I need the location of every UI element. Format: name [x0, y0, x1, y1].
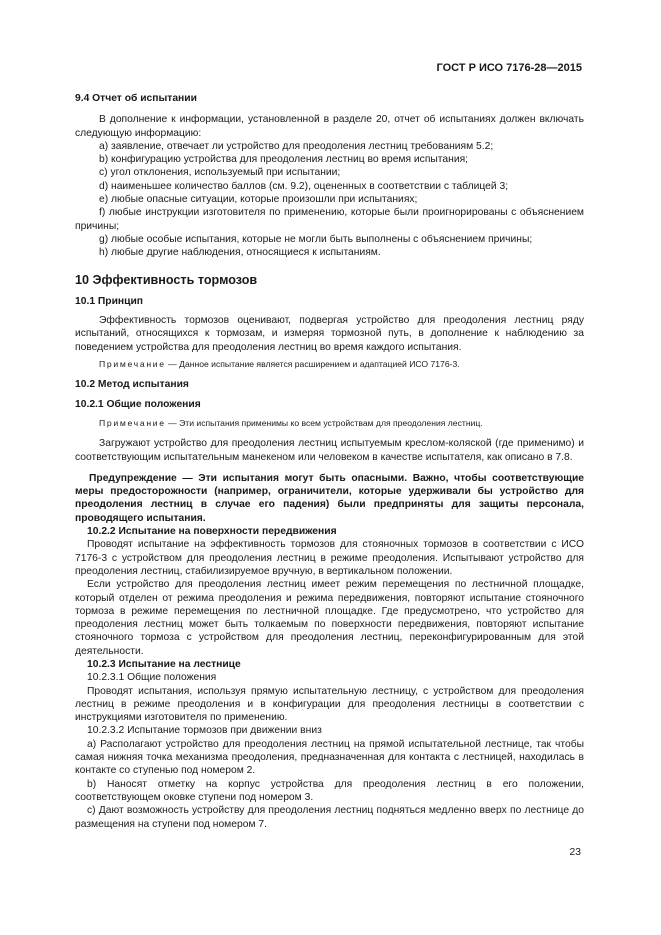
- list-item: a) заявление, отвечает ли устройство для преодоления лестниц требованиям 5.2;: [99, 140, 494, 152]
- list-item: g) любые особые испытания, которые не могли быть выполнены с объяснением причины;: [99, 233, 533, 245]
- note-10-2-1: [75, 417, 584, 430]
- page-content: [75, 92, 584, 831]
- note-label: Примечание: [99, 359, 166, 370]
- list-item: a) Располагают устройство для преодоления лестниц на прямой испытательной лестнице, так чтобы самая нижняя точка механизма преодоления, предназначенная для контакта с лестницей, находилась в контакте со ступенью под номером 2.: [75, 738, 584, 777]
- document-id-header: ГОСТ Р ИСО 7176-28—2015: [436, 62, 582, 74]
- note-label: Примечание: [99, 417, 166, 428]
- section-10-2-1-text: Загружают устройство для преодоления лестниц испытуемым креслом-коляской (где применимо) и соответствующим испытательным манекеном или человеком в качестве испытателя, как описано в 7.8.: [75, 438, 584, 463]
- list-item: h) любые другие наблюдения, относящиеся к испытаниям.: [99, 247, 381, 259]
- section-9-4-intro: В дополнение к информации, установленной в разделе 20, отчет об испытаниях должен включать следующую информацию:: [75, 114, 584, 139]
- list-item: c) Дают возможность устройству для преодоления лестниц подняться медленно вверх по лестнице до размещения на ступени под номером 7.: [75, 805, 584, 830]
- section-10-2-1-heading: 10.2.1 Общие положения: [75, 398, 201, 410]
- list-item: f) любые инструкции изготовителя по применению, которые были проигнорированы с объяснением причины;: [75, 207, 584, 232]
- list-item: b) конфигурацию устройства для преодоления лестниц во время испытания;: [99, 154, 469, 166]
- section-10-2-2-heading: 10.2.2 Испытание на поверхности передвижения: [87, 526, 337, 538]
- section-10-2-3-1-text: Проводят испытания, используя прямую испытательную лестницу, с устройством для преодоления лестниц в режиме преодоления и в конфигурации для преодоления лестницы в соответствии с инструкциями изготовителя по применению.: [75, 685, 584, 724]
- note-text: — Данное испытание является расширением и адаптацией ИСО 7176-3.: [165, 359, 460, 370]
- page-number: 23: [569, 847, 581, 858]
- section-10-2-3-heading: 10.2.3 Испытание на лестнице: [87, 658, 241, 670]
- list-item: e) любые опасные ситуации, которые произошли при испытаниях;: [99, 194, 418, 206]
- note-10-1: [75, 358, 584, 371]
- section-10-1-text: Эффективность тормозов оценивают, подвергая устройство для преодоления лестниц ряду испытаний, относящихся к тормозам, и измеряя тормозной путь, в дополнение к наблюдению за поведением устройства для преодоления лестниц во время каждого испытания.: [75, 315, 584, 353]
- section-10-2-2-p2: Если устройство для преодоления лестниц имеет режим перемещения по лестничной площадке, который отделен от режима преодоления и режима передвижения, повторяют испытание стояночного тормоза в режиме перемещения по лестничной площадке. Где предусмотрено, что устройство для преодоления лестниц может быть толкаемым по поверхности передвижения, повторяют испытание стояночного тормоза с устройством для преодоления лестниц, переконфигурированным для этой деятельности.: [75, 579, 584, 657]
- list-item: d) наименьшее количество баллов (см. 9.2), оцененных в соответствии с таблицей 3;: [99, 180, 509, 192]
- warning-text: Предупреждение — Эти испытания могут быть опасными. Важно, чтобы соответствующие меры предосторожности (например, ограничители, которые удерживали бы устройство для преодоления лестниц в случае его падения) были предприняты для защиты персонала, проводящего испытания.: [75, 472, 584, 524]
- note-text: — Эти испытания применимы ко всем устройствам для преодоления лестниц.: [165, 417, 483, 428]
- list-item: c) угол отклонения, используемый при испытании;: [99, 167, 341, 179]
- section-10-2-heading: 10.2 Метод испытания: [75, 379, 189, 391]
- section-10-1-heading: 10.1 Принцип: [75, 295, 144, 307]
- list-item: b) Наносят отметку на корпус устройства для преодоления лестниц в его положении, соответствующем оковке ступени под номером 3.: [75, 778, 584, 803]
- section-10-2-3-1-heading: 10.2.3.1 Общие положения: [87, 672, 217, 684]
- section-10-2-3-2-heading: 10.2.3.2 Испытание тормозов при движении вниз: [87, 725, 322, 737]
- section-10-heading: 10 Эффективность тормозов: [75, 272, 258, 287]
- section-10-2-2-p1: Проводят испытание на эффективность тормозов для стояночных тормозов в соответствии с ИСО 7176-3 с устройством для преодоления лестниц в режиме преодоления. Испытывают устройство для преодоления лестниц, стабилизируемое вручную, в вертикальном положении.: [75, 539, 584, 577]
- section-9-4-heading: 9.4 Отчет об испытании: [75, 93, 197, 104]
